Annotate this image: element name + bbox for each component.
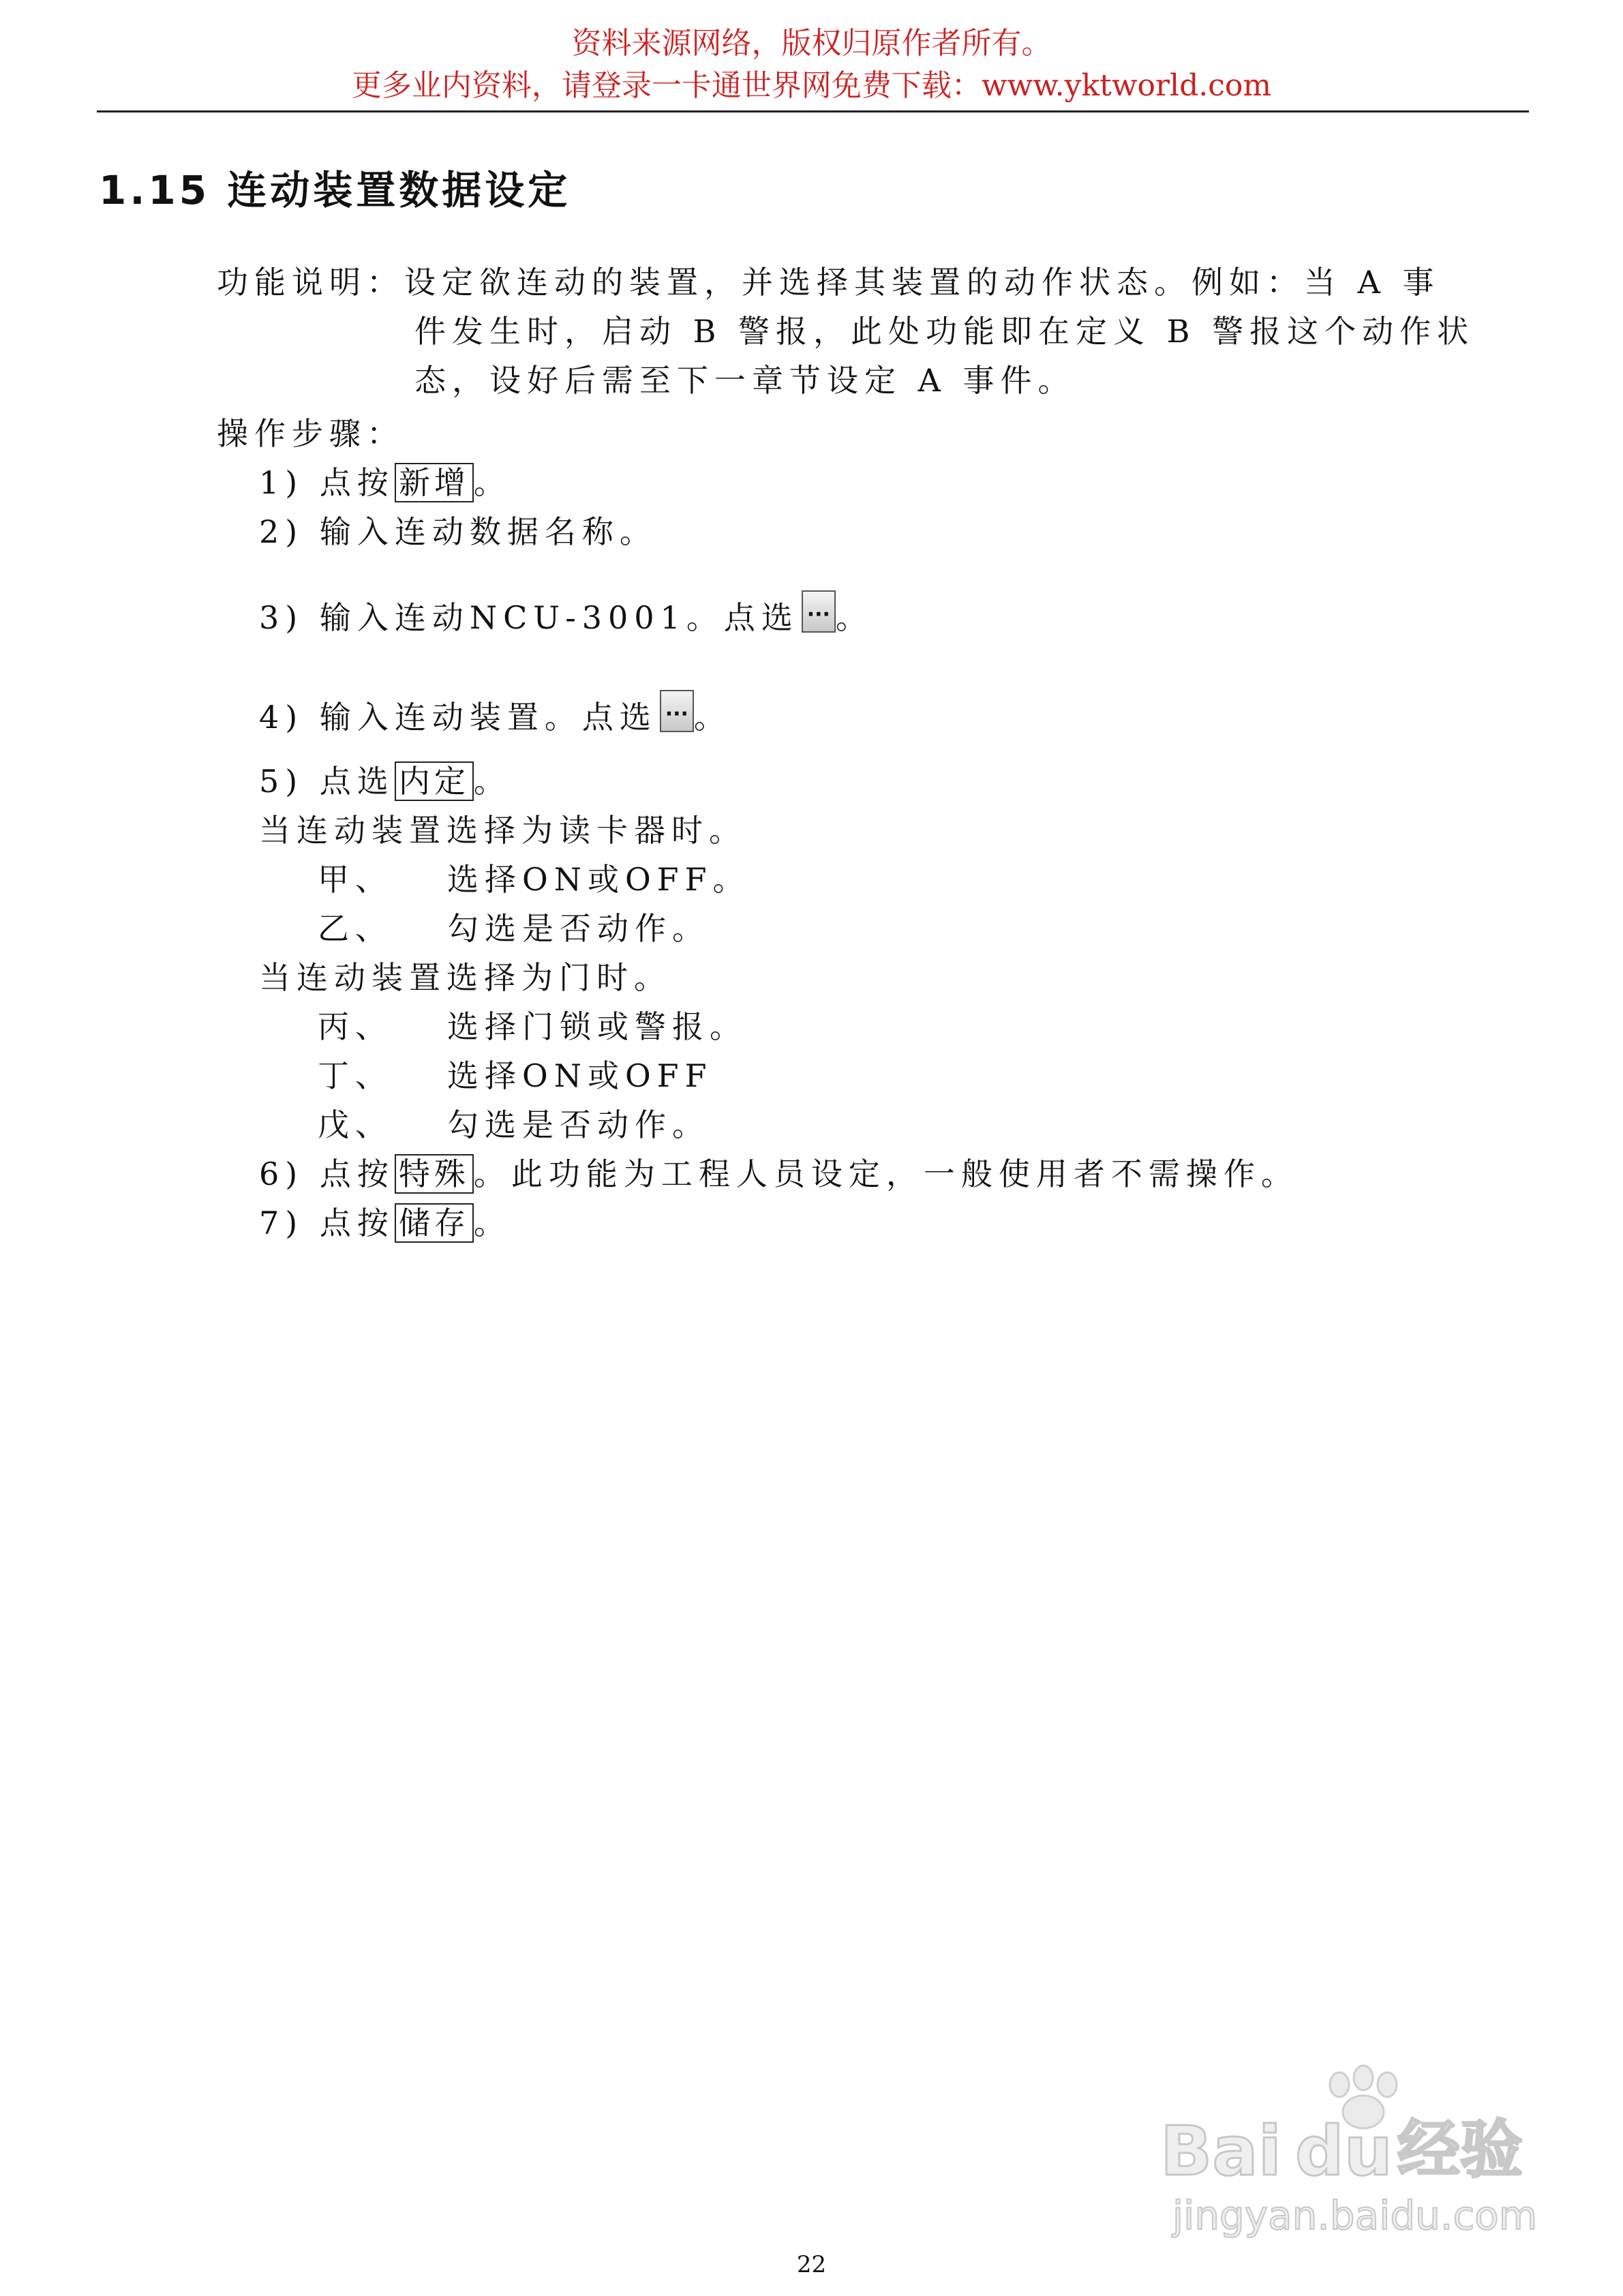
step-6-suffix: 。此功能为工程人员设定，一般使用者不需操作。 bbox=[473, 1155, 1299, 1192]
step-5-prefix: 5) 点选 bbox=[259, 763, 395, 800]
item-mark: 戊、 bbox=[318, 1106, 393, 1143]
item-text: 选择ON或OFF bbox=[447, 1057, 713, 1094]
item-text: 勾选是否动作。 bbox=[447, 1106, 710, 1143]
watermark-url: jingyan.baidu.com bbox=[1172, 2192, 1538, 2239]
step-1-suffix: 。 bbox=[473, 464, 511, 501]
step-2: 2) 输入连动数据名称。 bbox=[259, 513, 657, 550]
door-case-heading: 当连动装置选择为门时。 bbox=[259, 959, 671, 996]
save-button[interactable]: 储存 bbox=[395, 1203, 474, 1243]
ellipsis-browse-icon[interactable] bbox=[660, 690, 694, 732]
item-text: 勾选是否动作。 bbox=[447, 910, 710, 947]
step-3-suffix: 。 bbox=[835, 599, 873, 636]
step-4 bbox=[259, 690, 731, 738]
description-text-1: 设定欲连动的装置，并选择其装置的动作状态。例如：当 A 事 bbox=[404, 264, 1440, 301]
step-1 bbox=[259, 462, 511, 503]
add-new-button[interactable]: 新增 bbox=[395, 463, 474, 502]
item-mark: 甲、 bbox=[318, 861, 393, 898]
section-title: 1.15 连动装置数据设定 bbox=[99, 167, 571, 213]
reader-case-item bbox=[318, 859, 750, 900]
step-7-prefix: 7) 点按 bbox=[259, 1205, 395, 1241]
step-7-suffix: 。 bbox=[473, 1205, 511, 1241]
step-5 bbox=[259, 761, 511, 802]
door-case-item bbox=[318, 1104, 710, 1145]
step-3 bbox=[259, 590, 873, 638]
item-mark: 乙、 bbox=[318, 910, 393, 947]
item-text: 选择ON或OFF。 bbox=[447, 861, 750, 898]
header-divider bbox=[97, 110, 1529, 112]
steps-label: 操作步骤： bbox=[217, 415, 404, 452]
item-mark: 丁、 bbox=[318, 1057, 393, 1094]
header-line-2: 更多业内资料，请登录一卡通世界网免费下载：www.yktworld.com bbox=[351, 68, 1272, 103]
description-label: 功能说明： bbox=[217, 264, 404, 301]
default-button[interactable]: 内定 bbox=[395, 761, 474, 801]
header-line-1: 资料来源网络，版权归原作者所有。 bbox=[571, 26, 1052, 61]
watermark-brand: Bai bbox=[1160, 2111, 1281, 2191]
door-case-item bbox=[318, 1006, 747, 1047]
watermark-cn: 经验 bbox=[1397, 2113, 1523, 2186]
step-1-prefix: 1) 点按 bbox=[259, 464, 395, 501]
description-text-2: 件发生时，启动 B 警报，此处功能即在定义 B 警报这个动作状 bbox=[414, 313, 1475, 350]
reader-case-heading: 当连动装置选择为读卡器时。 bbox=[259, 812, 746, 849]
step-7 bbox=[259, 1203, 511, 1243]
page-number: 22 bbox=[796, 2251, 827, 2278]
description-line-1 bbox=[217, 262, 1440, 303]
step-4-suffix: 。 bbox=[693, 699, 731, 736]
ellipsis-browse-icon[interactable] bbox=[802, 590, 836, 633]
step-4-text: 4) 输入连动装置。点选 bbox=[259, 699, 657, 736]
step-5-suffix: 。 bbox=[473, 763, 511, 800]
watermark-brand-2: du bbox=[1295, 2111, 1393, 2191]
step-3-text: 3) 输入连动NCU-3001。点选 bbox=[259, 599, 799, 636]
step-6 bbox=[259, 1153, 1299, 1194]
reader-case-item bbox=[318, 908, 710, 949]
baidu-jingyan-watermark bbox=[1159, 2059, 1541, 2250]
special-button[interactable]: 特殊 bbox=[395, 1154, 474, 1194]
door-case-item bbox=[318, 1055, 713, 1096]
item-mark: 丙、 bbox=[318, 1008, 393, 1045]
step-6-prefix: 6) 点按 bbox=[259, 1155, 395, 1192]
description-text-3: 态，设好后需至下一章节设定 A 事件。 bbox=[414, 362, 1076, 399]
item-text: 选择门锁或警报。 bbox=[447, 1008, 747, 1045]
